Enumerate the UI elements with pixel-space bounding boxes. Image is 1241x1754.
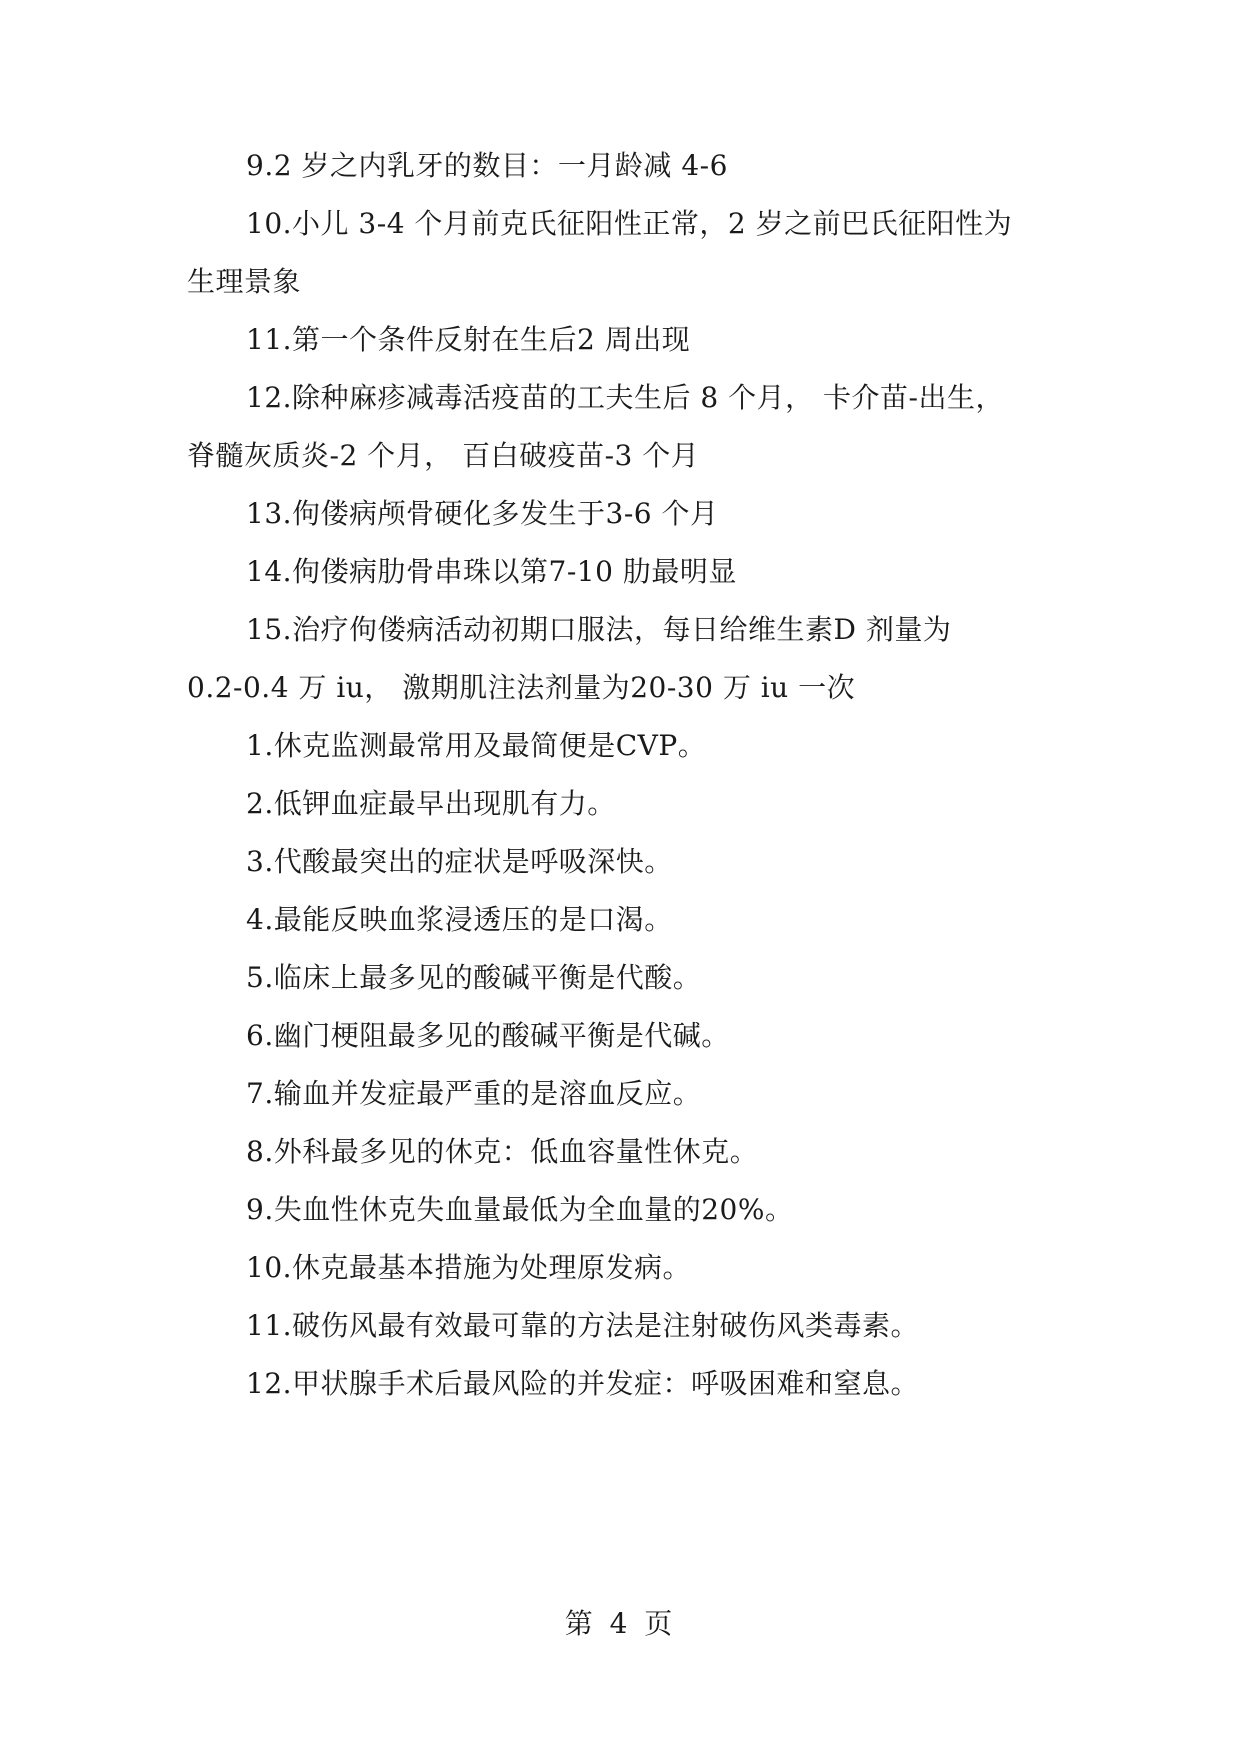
- text-line: 15.治疗佝偻病活动初期口服法，每日给维生素D 剂量为: [246, 613, 952, 646]
- text-line: 4.最能反映血浆浸透压的是口渴。: [246, 903, 673, 936]
- text-line: 1.休克监测最常用及最简便是CVP。: [246, 729, 707, 762]
- text-line: 10.休克最基本措施为处理原发病。: [246, 1251, 692, 1284]
- text-line: 14.佝偻病肋骨串珠以第7-10 肋最明显: [246, 555, 737, 588]
- text-line: 生理景象: [187, 265, 302, 298]
- text-line: 12.甲状腺手术后最风险的并发症：呼吸困难和窒息。: [246, 1367, 920, 1400]
- text-line: 脊髓灰质炎-2 个月， 百白破疫苗-3 个月: [187, 439, 700, 472]
- text-line: 11.破伤风最有效最可靠的方法是注射破伤风类毒素。: [246, 1309, 920, 1342]
- text-line: 11.第一个条件反射在生后2 周出现: [246, 323, 691, 356]
- text-line: 6.幽门梗阻最多见的酸碱平衡是代碱。: [246, 1019, 730, 1052]
- text-line: 3.代酸最突出的症状是呼吸深快。: [246, 845, 673, 878]
- text-line: 5.临床上最多见的酸碱平衡是代酸。: [246, 961, 702, 994]
- text-line: 12.除种麻疹减毒活疫苗的工夫生后 8 个月， 卡介苗-出生，: [246, 381, 1005, 414]
- text-line: 9.2 岁之内乳牙的数目：一月龄减 4-6: [246, 149, 728, 182]
- text-line: 7.输血并发症最严重的是溶血反应。: [246, 1077, 702, 1110]
- page-number: 第 4 页: [564, 1607, 677, 1640]
- text-line: 9.失血性休克失血量最低为全血量的20%。: [246, 1193, 794, 1226]
- text-line: 2.低钾血症最早出现肌有力。: [246, 787, 616, 820]
- text-line: 0.2-0.4 万 iu， 激期肌注法剂量为20-30 万 iu 一次: [187, 671, 856, 704]
- text-line: 8.外科最多见的休克：低血容量性休克。: [246, 1135, 759, 1168]
- text-line: 13.佝偻病颅骨硬化多发生于3-6 个月: [246, 497, 719, 530]
- text-line: 10.小儿 3-4 个月前克氏征阳性正常，2 岁之前巴氏征阳性为: [246, 207, 1013, 240]
